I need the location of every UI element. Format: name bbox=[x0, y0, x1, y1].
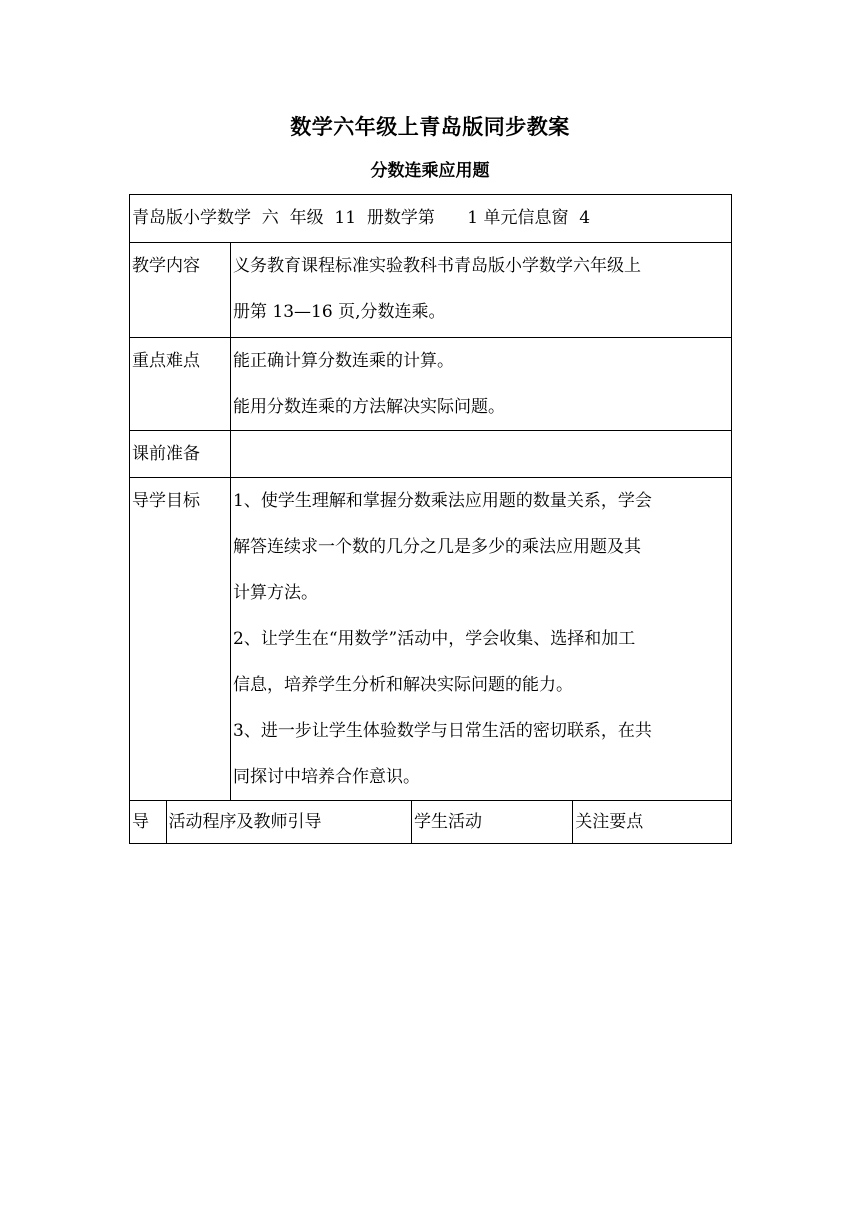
activities-col-guide: 导 bbox=[132, 812, 149, 832]
activities-cell bbox=[130, 801, 732, 844]
key-point-line: 能正确计算分数连乘的计算。 bbox=[233, 351, 454, 371]
header-cell bbox=[130, 195, 732, 243]
goal-line: 信息，培养学生分析和解决实际问题的能力。 bbox=[233, 675, 573, 695]
table-row-activities bbox=[130, 801, 732, 844]
content-line: 义务教育课程标准实验教科书青岛版小学数学六年级上 bbox=[233, 256, 641, 276]
row-label-teaching-content: 教学内容 bbox=[130, 243, 231, 338]
content-line: 册第 13—16 页,分数连乘。 bbox=[233, 302, 446, 322]
document-subtitle: 分数连乘应用题 bbox=[370, 161, 490, 181]
activities-col-student: 学生活动 bbox=[411, 801, 572, 843]
activities-col-focus: 关注要点 bbox=[573, 801, 731, 843]
activities-inner-table bbox=[130, 801, 731, 843]
goal-line: 同探讨中培养合作意识。 bbox=[233, 767, 420, 787]
table-row-header bbox=[130, 195, 732, 243]
goal-line: 2、让学生在“用数学”活动中，学会收集、选择和加工 bbox=[233, 629, 636, 649]
key-point-line: 能用分数连乘的方法解决实际问题。 bbox=[233, 397, 505, 417]
row-label-key-points: 重点难点 bbox=[130, 338, 231, 431]
goal-line: 计算方法。 bbox=[233, 583, 318, 603]
table-row-teaching-content bbox=[130, 243, 732, 338]
goal-line: 1、使学生理解和掌握分数乘法应用题的数量关系，学会 bbox=[233, 491, 652, 511]
activities-header-row bbox=[130, 801, 731, 843]
header-line: 青岛版小学数学 六 年级 11 册数学第 1 单元信息窗 4 bbox=[132, 208, 591, 228]
document-title: 数学六年级上青岛版同步教案 bbox=[290, 115, 570, 139]
row-value-key-points bbox=[231, 338, 732, 431]
table-row-learning-goals bbox=[130, 478, 732, 801]
activities-col-teacher: 活动程序及教师引导 bbox=[166, 801, 411, 843]
lesson-plan-table bbox=[129, 194, 732, 844]
goal-line: 3、进一步让学生体验数学与日常生活的密切联系，在共 bbox=[233, 721, 652, 741]
row-label-preparation: 课前准备 bbox=[130, 431, 231, 478]
table-row-key-points bbox=[130, 338, 732, 431]
row-value-learning-goals bbox=[231, 478, 732, 801]
table-row-preparation bbox=[130, 431, 732, 478]
row-label-learning-goals: 导学目标 bbox=[130, 478, 231, 801]
row-value-preparation bbox=[231, 431, 732, 478]
row-value-teaching-content bbox=[231, 243, 732, 338]
goal-line: 解答连续求一个数的几分之几是多少的乘法应用题及其 bbox=[233, 537, 641, 557]
